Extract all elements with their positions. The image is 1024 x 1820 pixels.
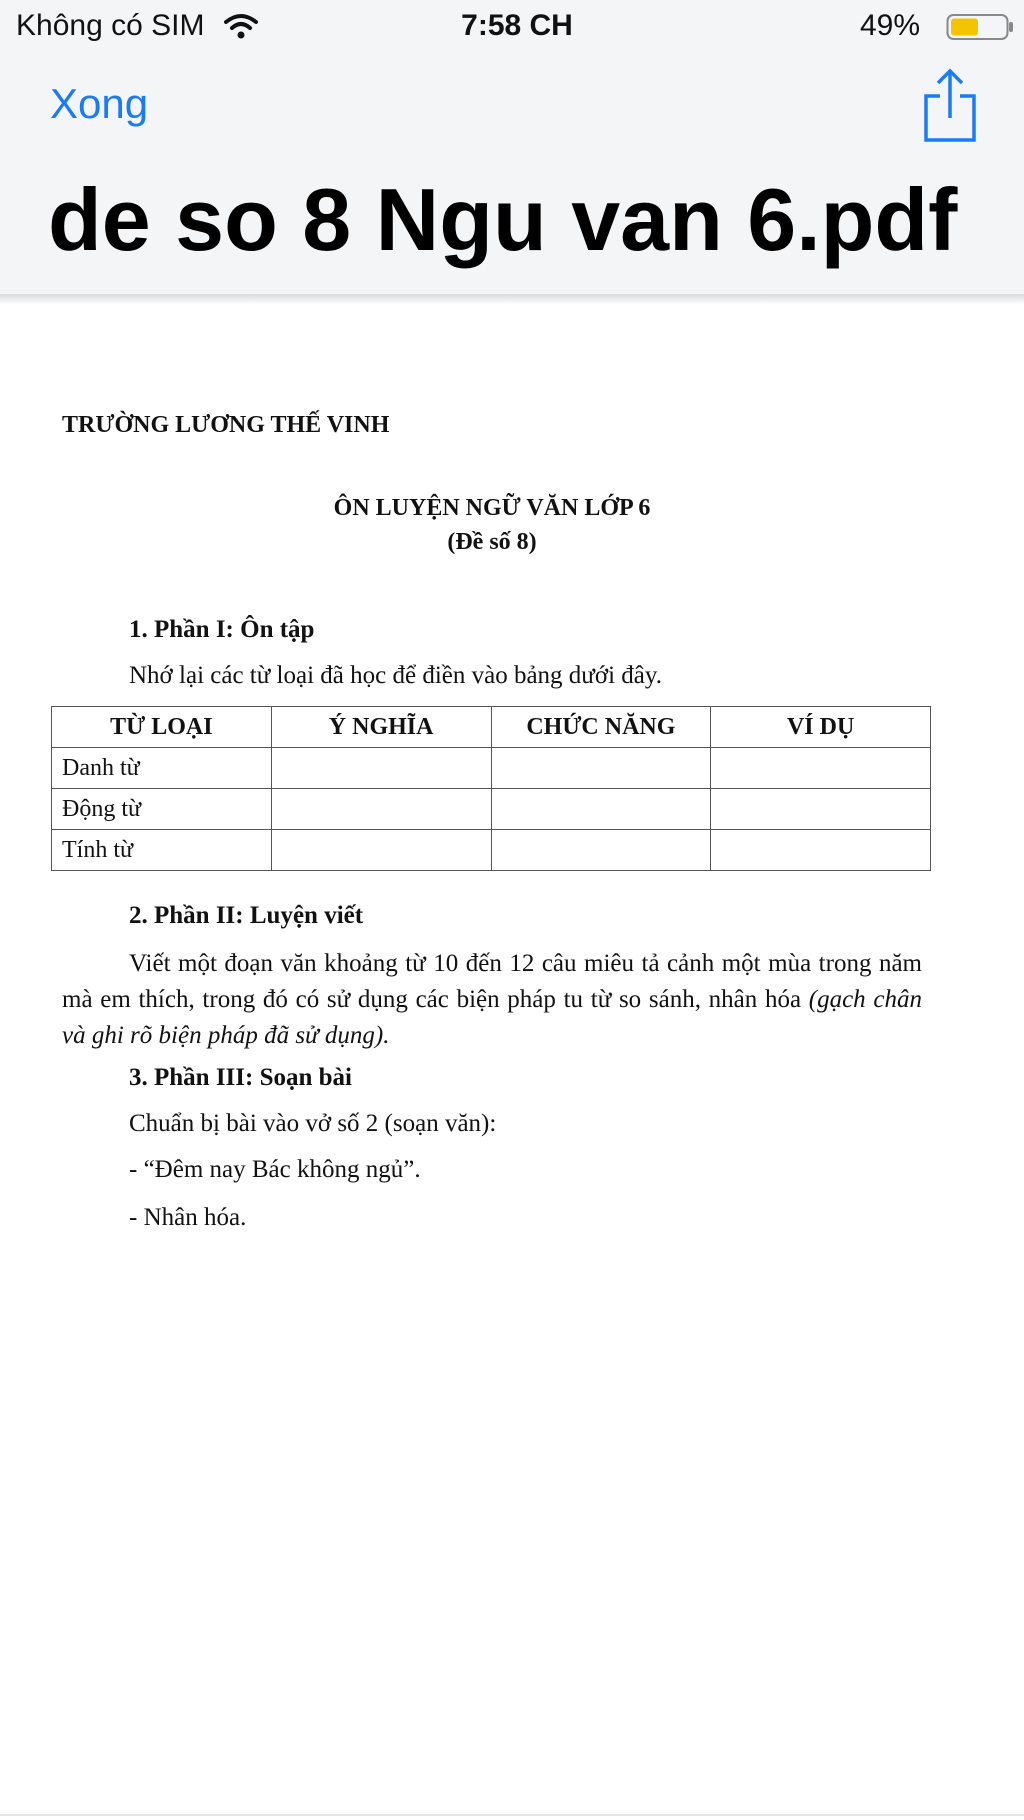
document-heading: ÔN LUYỆN NGỮ VĂN LỚP 6 (333, 495, 651, 521)
battery-percentage: 49% (860, 9, 921, 42)
table-cell: Danh từ (52, 748, 272, 789)
share-icon[interactable] (922, 68, 978, 142)
battery-icon (946, 12, 1014, 42)
table-header-row (52, 707, 931, 748)
section-1-title: 1. Phần I: Ôn tập (129, 616, 315, 643)
table-cell (711, 748, 931, 789)
section-3-line-3: - Nhân hóa. (129, 1204, 247, 1231)
carrier-label: Không có SIM (16, 9, 205, 42)
section-2-title: 2. Phần II: Luyện viết (129, 902, 364, 929)
section-3-line-2: - “Đêm nay Bác không ngủ”. (129, 1156, 421, 1183)
school-name: TRƯỜNG LƯƠNG THẾ VINH (62, 412, 390, 438)
table-header: VÍ DỤ (711, 707, 931, 748)
wifi-icon (224, 12, 258, 40)
page-bottom-border (0, 1814, 1024, 1816)
section-2-text: Viết một đoạn văn khoảng từ 10 đến 12 câu miêu tả cảnh một mùa trong năm mà em thích, trong đó có sử dụng các biện pháp tu từ so sánh, nhân hóa (62, 950, 922, 1013)
table-cell (491, 789, 711, 830)
done-button[interactable]: Xong (50, 80, 149, 127)
table-header: TỪ LOẠI (52, 707, 272, 748)
header-divider (0, 294, 1024, 304)
table-row (52, 789, 931, 830)
table-cell (491, 830, 711, 871)
table-cell (271, 748, 491, 789)
table-cell: Tính từ (52, 830, 272, 871)
section-1-instruction: Nhớ lại các từ loại đã học để điền vào bảng dưới đây. (129, 662, 662, 689)
section-3-title: 3. Phần III: Soạn bài (129, 1064, 352, 1091)
section-2-note: (gạch chân và ghi rõ biện pháp đã sử dụng). (62, 986, 922, 1049)
table-header: CHỨC NĂNG (491, 707, 711, 748)
table-cell (271, 830, 491, 871)
status-time: 7:58 CH (461, 9, 573, 42)
document-title: de so 8 Ngu van 6.pdf (48, 170, 958, 269)
word-class-table (51, 706, 931, 871)
table-row (52, 830, 931, 871)
table-cell: Động từ (52, 789, 272, 830)
pdf-page[interactable] (0, 304, 1024, 1814)
section-3-line-1: Chuẩn bị bài vào vở số 2 (soạn văn): (129, 1110, 497, 1137)
table-header: Ý NGHĨA (271, 707, 491, 748)
section-2-paragraph (62, 946, 922, 1054)
document-subheading: (Đề số 8) (447, 529, 537, 555)
table-row (52, 748, 931, 789)
table-cell (711, 789, 931, 830)
table-cell (711, 830, 931, 871)
table-cell (271, 789, 491, 830)
table-cell (491, 748, 711, 789)
